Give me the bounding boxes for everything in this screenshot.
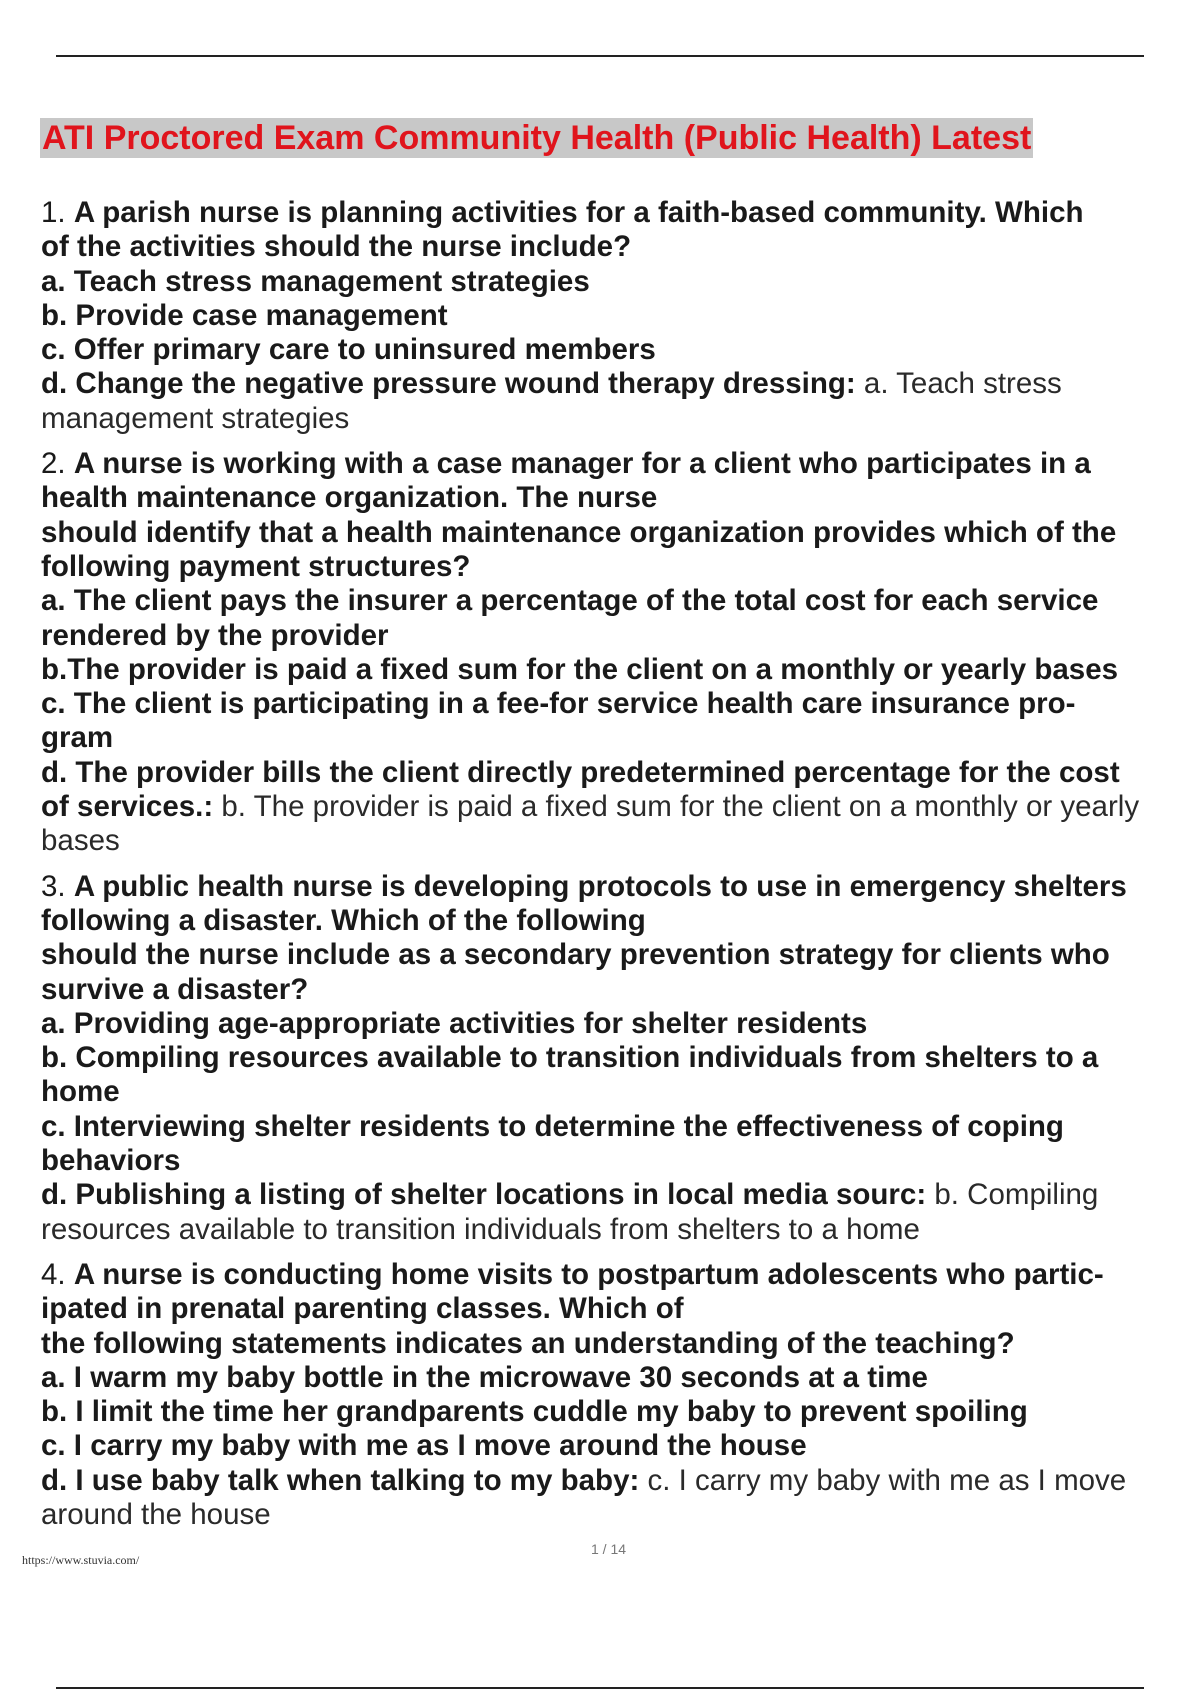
answer-option-text: d. Change the negative pressure wound therapy dressing: <box>41 367 856 401</box>
question-stem-line <box>41 196 1191 230</box>
question-stem-text: should the nurse include as a secondary prevention strategy for clients who <box>41 938 1110 972</box>
correct-answer-continued: management strategies <box>41 401 350 435</box>
question-stem-text: A nurse is working with a case manager for a client who participates in a <box>73 447 1091 481</box>
answer-option-text: b. Compiling resources available to transition individuals from shelters to a <box>41 1041 1099 1075</box>
answer-option <box>41 756 1191 790</box>
answer-option <box>41 1429 1191 1463</box>
question-stem-line <box>41 230 1191 264</box>
correct-answer: b. Compiling <box>934 1178 1099 1212</box>
question-number: 3. <box>41 869 66 903</box>
question-stem-line <box>41 904 1191 938</box>
correct-answer-continued: around the house <box>41 1497 271 1531</box>
answer-option-text: b. I limit the time her grandparents cuddle my baby to prevent spoiling <box>41 1395 1028 1429</box>
answer-option <box>41 265 1191 299</box>
question-stem-text: health maintenance organization. The nurse <box>41 481 658 515</box>
answer-option <box>41 721 1191 755</box>
answer-option-text: home <box>41 1075 120 1109</box>
footer-url[interactable]: https://www.stuvia.com/ <box>22 1553 140 1567</box>
question-stem-text: of the activities should the nurse include? <box>41 230 632 264</box>
question-stem-line <box>41 447 1191 481</box>
answer-option-text: gram <box>41 721 114 755</box>
question-stem-text: ipated in prenatal parenting classes. Which of <box>41 1292 684 1326</box>
answer-option <box>41 1110 1191 1144</box>
answer-option-text: of services.: <box>41 790 214 824</box>
last-option-with-answer <box>41 790 1191 824</box>
answer-option-text: a. The client pays the insurer a percentage of the total cost for each service <box>41 584 1099 618</box>
question-1 <box>41 196 1191 436</box>
correct-answer: a. Teach stress <box>863 367 1062 401</box>
answer-option <box>41 687 1191 721</box>
question-stem-line <box>41 1292 1191 1326</box>
answer-option-text: d. The provider bills the client directly predetermined percentage for the cost <box>41 755 1120 789</box>
answer-option <box>41 333 1191 367</box>
bottom-rule <box>56 1687 1144 1689</box>
last-option-with-answer <box>41 367 1191 401</box>
question-stem-text: following payment structures? <box>41 549 471 583</box>
answer-option <box>41 584 1191 618</box>
document-title-block <box>40 118 1033 158</box>
question-stem-line <box>41 973 1191 1007</box>
question-stem-text: the following statements indicates an understanding of the teaching? <box>41 1326 1015 1360</box>
answer-option-text: c. The client is participating in a fee-for service health care insurance pro- <box>41 687 1076 721</box>
question-stem-line <box>41 870 1191 904</box>
answer-option-text: a. I warm my baby bottle in the microwave 30 seconds at a time <box>41 1360 928 1394</box>
answer-option <box>41 1361 1191 1395</box>
question-stem-line <box>41 938 1191 972</box>
question-stem-line <box>41 516 1191 550</box>
answer-option-text: c. Offer primary care to uninsured members <box>41 333 656 367</box>
question-stem-text: following a disaster. Which of the following <box>41 903 646 937</box>
question-stem-text: A public health nurse is developing protocols to use in emergency shelters <box>73 869 1127 903</box>
answer-option-text: d. Publishing a listing of shelter locations in local media sourc: <box>41 1178 927 1212</box>
answer-option <box>41 1075 1191 1109</box>
answer-option <box>41 653 1191 687</box>
correct-answer-continued: resources available to transition individuals from shelters to a home <box>41 1212 920 1246</box>
answer-option-text: rendered by the provider <box>41 618 389 652</box>
document-title: ATI Proctored Exam Community Health (Public Health) Latest <box>42 119 1032 157</box>
page-number: 1 / 14 <box>591 1541 627 1557</box>
answer-option-text: b.The provider is paid a fixed sum for the client on a monthly or yearly bases <box>41 652 1119 686</box>
question-number: 4. <box>41 1257 66 1291</box>
question-number: 1. <box>41 196 66 229</box>
answer-option <box>41 1395 1191 1429</box>
answer-option-text: behaviors <box>41 1144 181 1178</box>
last-option-with-answer <box>41 1178 1191 1212</box>
last-option-with-answer <box>41 1464 1191 1498</box>
question-stem-line <box>41 1327 1191 1361</box>
answer-option <box>41 299 1191 333</box>
question-2 <box>41 447 1191 859</box>
question-stem-text: should identify that a health maintenance organization provides which of the <box>41 515 1117 549</box>
answer-option-text: a. Providing age-appropriate activities for shelter residents <box>41 1006 868 1040</box>
question-stem-line <box>41 1258 1191 1292</box>
correct-answer: b. The provider is paid a fixed sum for the client on a monthly or yearly <box>221 790 1140 824</box>
question-number: 2. <box>41 447 66 481</box>
answer-option-text: c. Interviewing shelter residents to determine the effectiveness of coping <box>41 1109 1064 1143</box>
answer-option <box>41 1144 1191 1178</box>
answer-option-text: a. Teach stress management strategies <box>41 264 590 298</box>
answer-option-text: c. I carry my baby with me as I move around the house <box>41 1429 807 1463</box>
answer-option <box>41 619 1191 653</box>
answer-option-text: b. Provide case management <box>41 298 448 332</box>
correct-answer: c. I carry my baby with me as I move <box>647 1463 1127 1497</box>
answer-option <box>41 1041 1191 1075</box>
question-stem-text: A nurse is conducting home visits to postpartum adolescents who partic- <box>73 1257 1104 1291</box>
correct-answer-continued: bases <box>41 824 120 858</box>
question-3 <box>41 870 1191 1247</box>
top-rule <box>56 55 1144 57</box>
question-stem-text: A parish nurse is planning activities for a faith-based community. Which <box>73 196 1084 229</box>
answer-option <box>41 1007 1191 1041</box>
question-stem-line <box>41 481 1191 515</box>
question-list <box>41 196 1191 1543</box>
question-stem-line <box>41 550 1191 584</box>
question-stem-text: survive a disaster? <box>41 972 309 1006</box>
answer-option-text: d. I use baby talk when talking to my baby: <box>41 1463 640 1497</box>
question-4 <box>41 1258 1191 1532</box>
